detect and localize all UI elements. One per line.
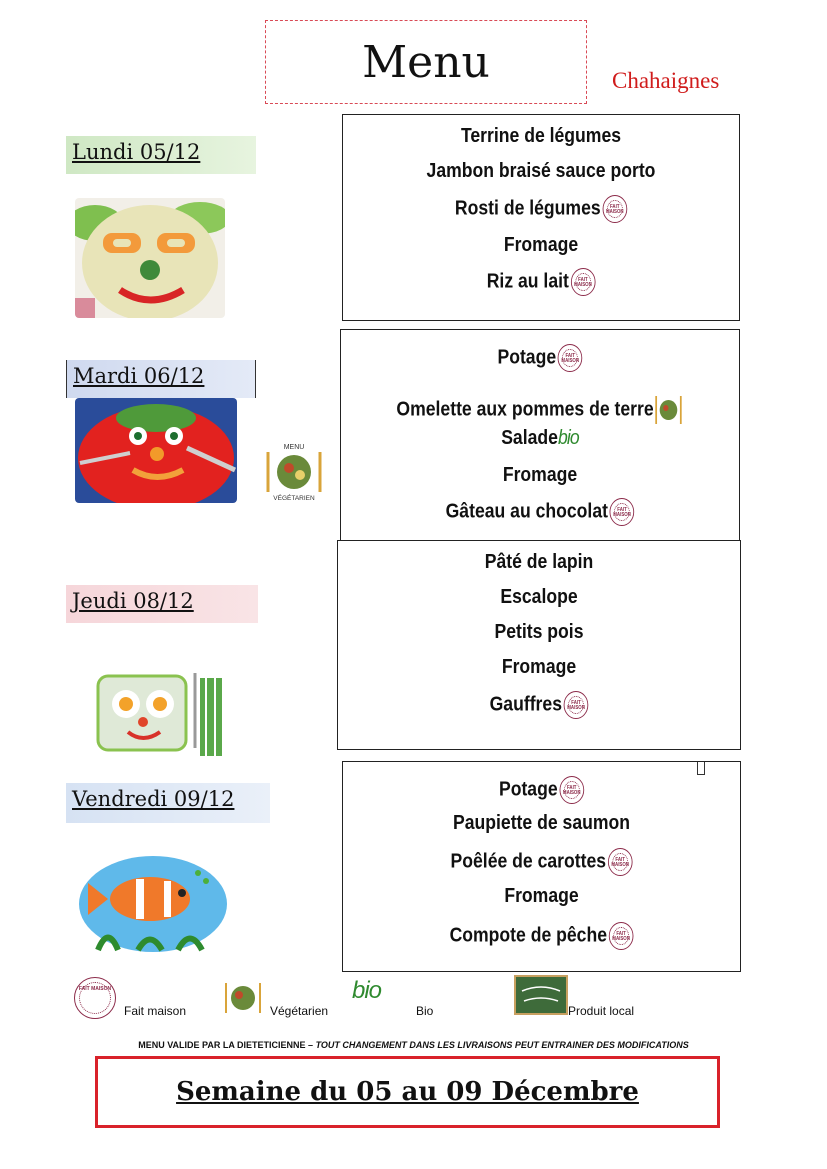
dish-vendredi-2: Paupiette de saumon — [452, 812, 631, 834]
bio-icon: bio — [352, 977, 382, 1004]
dish-vendredi-5: Compote de pêcheFAIT MAISON — [367, 922, 716, 950]
fait-maison-icon — [558, 344, 583, 372]
fait-maison-icon — [609, 922, 634, 950]
dish-lundi-3: Rosti de légumesFAIT MAISON — [367, 195, 715, 223]
dish-lundi-4: Fromage — [503, 234, 579, 256]
jeudi-food-face-image — [90, 668, 230, 760]
fait-maison-icon — [608, 848, 633, 876]
dish-mardi-1: PotageFAIT MAISON — [365, 344, 715, 372]
day-label-mardi: Mardi 06/12 — [66, 360, 256, 398]
produit-local-icon — [514, 975, 568, 1015]
legend-fait-maison: Fait maison — [124, 1004, 187, 1018]
vegetarien-menu-icon — [262, 440, 326, 506]
dish-mardi-5: Gâteau au chocolatFAIT MAISON — [365, 498, 715, 526]
dish-mardi-2: Omelette aux pommes de terre — [365, 390, 715, 430]
svg-text:MENU: MENU — [283, 444, 305, 451]
vegetarien-icon — [654, 390, 684, 430]
fait-maison-icon — [571, 268, 596, 296]
dish-vendredi-3: Poêlée de carottesFAIT MAISON — [367, 848, 716, 876]
dish-jeudi-4: Fromage — [501, 656, 577, 678]
menu-box-mardi — [340, 329, 740, 541]
fait-maison-icon — [564, 691, 589, 719]
fait-maison-icon — [610, 498, 635, 526]
menu-box-lundi — [342, 114, 740, 321]
fait-maison-icon — [559, 776, 584, 804]
legend-vegetarien: Végétarien — [270, 1004, 329, 1018]
dish-jeudi-1: Pâté de lapin — [484, 551, 594, 573]
day-label-lundi: Lundi 05/12 — [66, 136, 256, 174]
fait-maison-icon — [602, 195, 627, 223]
bio-icon: bio — [557, 427, 579, 450]
dish-lundi-5: Riz au laitFAIT MAISON — [367, 268, 715, 296]
legend — [72, 975, 752, 1025]
dietitian-note: MENU VALIDE PAR LA DIETETICIENNE – TOUT CHANGEMENT DANS LES LIVRAISONS PEUT ENTRAINER DES MODIFICATIONS — [138, 1040, 689, 1050]
menu-title: Menu — [362, 36, 490, 88]
legend-bio: Bio — [416, 1004, 434, 1018]
dish-vendredi-1: PotageFAIT MAISON — [367, 776, 716, 804]
dish-vendredi-4: Fromage — [504, 885, 579, 907]
dish-jeudi-2: Escalope — [500, 586, 578, 608]
menu-box-vendredi — [342, 761, 741, 972]
week-label: Semaine du 05 au 09 Décembre — [176, 1077, 639, 1107]
week-box — [95, 1056, 720, 1128]
lundi-food-face-image — [75, 198, 225, 318]
day-label-vendredi: Vendredi 09/12 — [66, 783, 270, 823]
menu-box-jeudi — [337, 540, 741, 750]
dish-lundi-1: Terrine de légumes — [460, 125, 622, 147]
legend-produit-local: Produit local — [568, 1004, 635, 1018]
school-name: Chahaignes — [612, 68, 720, 93]
dish-mardi-3: Saladebio — [501, 427, 579, 450]
dish-jeudi-5: GauffresFAIT MAISON — [362, 691, 716, 719]
fait-maison-icon — [74, 977, 116, 1019]
menu-title-box — [265, 20, 587, 104]
vendredi-food-fish-image — [78, 855, 228, 953]
dish-mardi-4: Fromage — [502, 464, 578, 486]
mardi-food-face-image — [75, 398, 237, 503]
vegetarien-icon — [222, 977, 264, 1019]
dish-lundi-2: Jambon braisé sauce porto — [426, 160, 656, 182]
day-label-jeudi: Jeudi 08/12 — [66, 585, 258, 623]
svg-text:VÉGÉTARIEN: VÉGÉTARIEN — [273, 495, 315, 502]
dish-jeudi-3: Petits pois — [494, 621, 584, 643]
